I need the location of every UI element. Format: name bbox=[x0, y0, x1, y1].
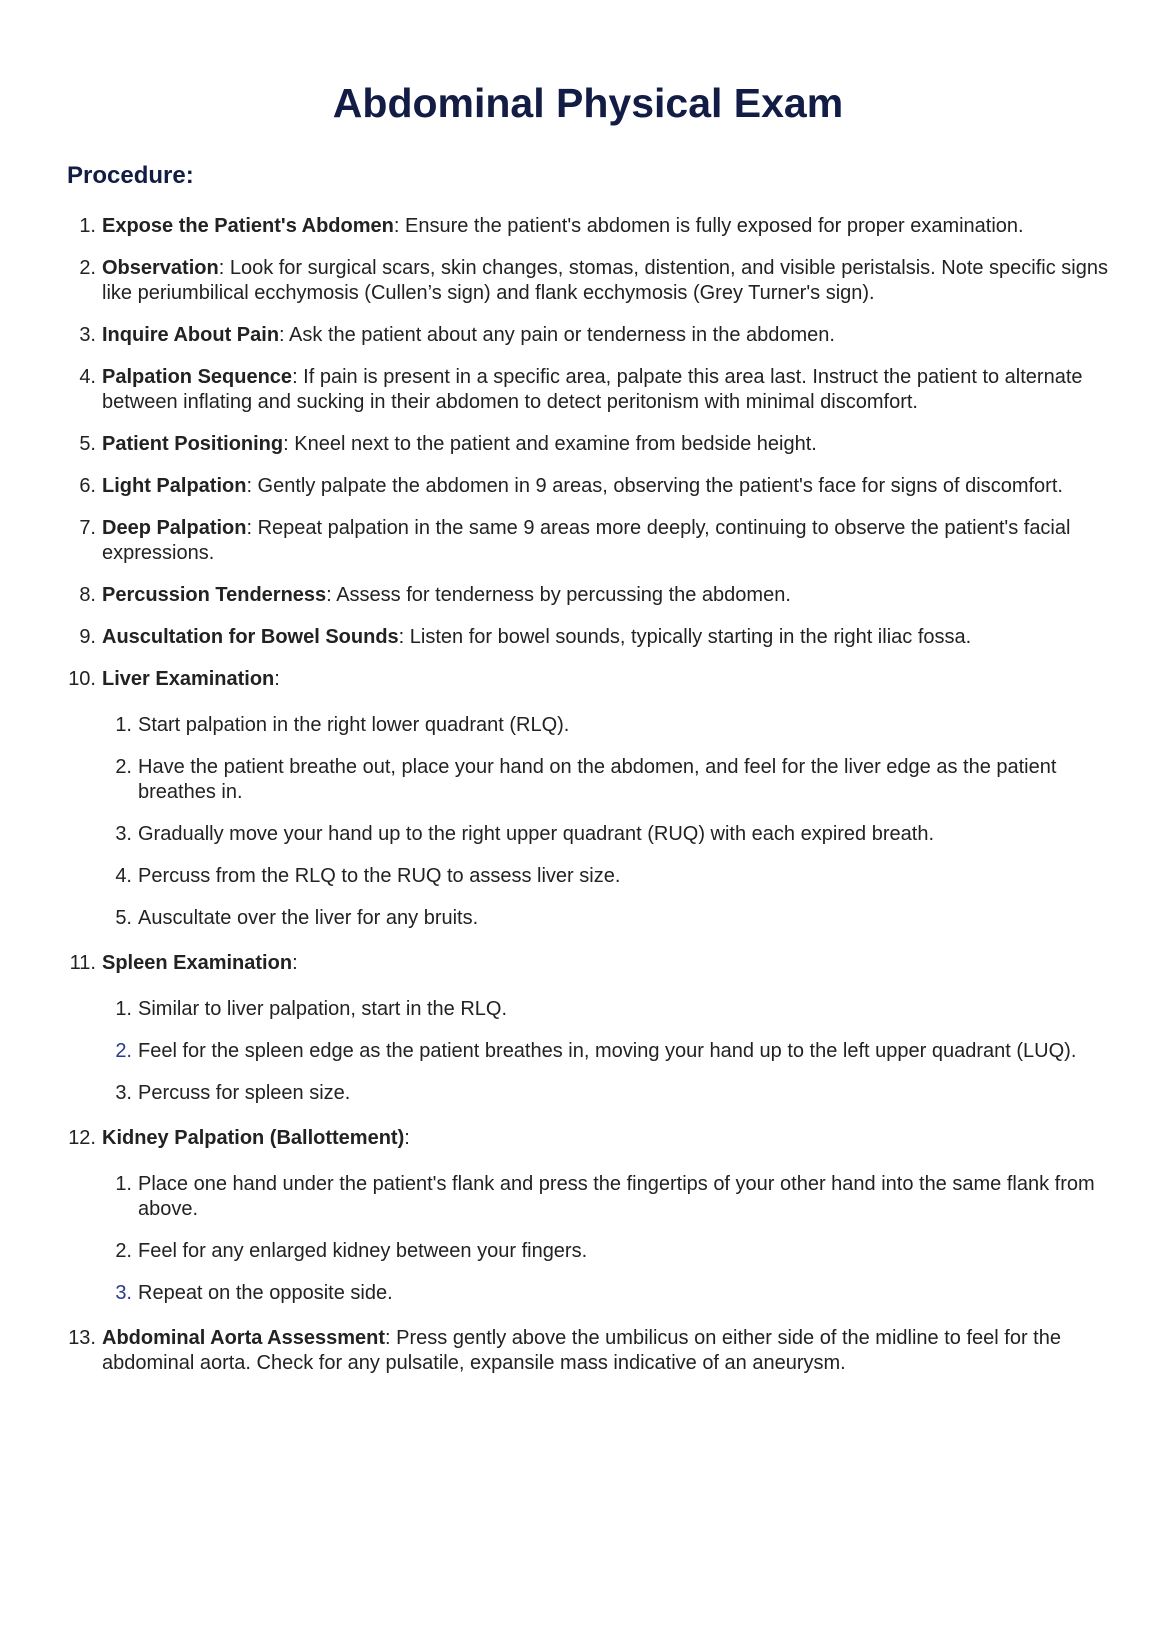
substep-number: 1. bbox=[115, 1173, 132, 1195]
procedure-step bbox=[68, 1326, 1112, 1376]
step-number: 11. bbox=[69, 952, 96, 974]
step-text: Gently palpate the abdomen in 9 areas, observing the patient's face for signs of discomfort. bbox=[252, 475, 1063, 497]
substep bbox=[115, 1081, 1112, 1106]
step-label: Expose the Patient's Abdomen bbox=[102, 215, 394, 237]
substep-number: 3. bbox=[115, 823, 132, 845]
step-label: Percussion Tenderness bbox=[102, 584, 327, 606]
step-number: 4. bbox=[79, 366, 96, 388]
step-text: Press gently above the umbilicus on either side of the midline to feel for the abdominal aorta. Check for any pulsatile, expansile mass indicative of an aneurysm. bbox=[102, 1327, 1061, 1374]
procedure-step-spleen bbox=[69, 951, 1112, 1106]
substep bbox=[115, 755, 1112, 805]
substep-text: Have the patient breathe out, place your hand on the abdomen, and feel for the liver edge as the patient breathes in. bbox=[138, 756, 1057, 803]
step-label: Kidney Palpation (Ballottement) bbox=[102, 1127, 405, 1149]
substep-number: 5. bbox=[115, 907, 132, 929]
substep bbox=[115, 1281, 1112, 1306]
substep-number: 4. bbox=[115, 865, 132, 887]
step-number: 6. bbox=[79, 475, 96, 497]
substep-number: 3. bbox=[115, 1282, 132, 1304]
step-number: 7. bbox=[79, 517, 96, 539]
step-separator: : bbox=[283, 433, 289, 455]
step-text: Assess for tenderness by percussing the abdomen. bbox=[331, 584, 791, 606]
substep-number: 1. bbox=[115, 714, 132, 736]
spleen-substeps-list bbox=[102, 997, 1112, 1106]
substep-number: 3. bbox=[115, 1082, 132, 1104]
step-label: Patient Positioning bbox=[102, 433, 284, 455]
step-separator: : bbox=[246, 475, 252, 497]
step-label: Liver Examination bbox=[102, 668, 275, 690]
step-text: Ask the patient about any pain or tenderness in the abdomen. bbox=[284, 324, 835, 346]
substep-text: Auscultate over the liver for any bruits. bbox=[138, 907, 479, 929]
step-number: 3. bbox=[79, 324, 96, 346]
step-separator: : bbox=[292, 952, 298, 974]
substep bbox=[115, 822, 1112, 847]
procedure-step-kidney bbox=[68, 1126, 1112, 1306]
step-number: 12. bbox=[68, 1127, 96, 1149]
step-separator: : bbox=[218, 257, 225, 279]
substep-text: Feel for the spleen edge as the patient breathes in, moving your hand up to the left upper quadrant (LUQ). bbox=[138, 1040, 1077, 1062]
procedure-step-liver bbox=[68, 667, 1112, 931]
step-text: Listen for bowel sounds, typically starting in the right iliac fossa. bbox=[404, 626, 972, 648]
substep-text: Repeat on the opposite side. bbox=[138, 1282, 393, 1304]
step-separator: : bbox=[393, 215, 400, 237]
substep bbox=[115, 864, 1112, 889]
step-text: Look for surgical scars, skin changes, stomas, distention, and visible peristalsis. Note specific signs like periumbilical ecchymosis (Cullen’s sign) and flank ecchymosis (Grey Turner's sign). bbox=[102, 257, 1108, 304]
substep-text: Percuss for spleen size. bbox=[138, 1082, 351, 1104]
step-separator: : bbox=[246, 517, 253, 539]
step-number: 9. bbox=[79, 626, 96, 648]
kidney-substeps-list bbox=[102, 1172, 1112, 1306]
substep-text: Start palpation in the right lower quadrant (RLQ). bbox=[138, 714, 570, 736]
substep-text: Percuss from the RLQ to the RUQ to assess liver size. bbox=[138, 865, 621, 887]
procedure-step bbox=[79, 625, 1112, 650]
procedure-step bbox=[79, 323, 1112, 348]
substep-number: 1. bbox=[115, 998, 132, 1020]
step-separator: : bbox=[292, 366, 298, 388]
liver-substeps-list bbox=[102, 713, 1112, 931]
step-number: 10. bbox=[68, 668, 96, 690]
step-number: 13. bbox=[68, 1327, 96, 1349]
step-separator: : bbox=[385, 1327, 391, 1349]
step-separator: : bbox=[404, 1127, 410, 1149]
substep bbox=[115, 906, 1112, 931]
substep-number: 2. bbox=[115, 756, 132, 778]
substep-text: Similar to liver palpation, start in the RLQ. bbox=[138, 998, 508, 1020]
procedure-step bbox=[79, 432, 1112, 457]
step-separator: : bbox=[326, 584, 332, 606]
step-number: 5. bbox=[79, 433, 96, 455]
step-text: Kneel next to the patient and examine from bedside height. bbox=[288, 433, 817, 455]
substep bbox=[115, 713, 1112, 738]
step-label: Deep Palpation bbox=[102, 517, 247, 539]
step-label: Auscultation for Bowel Sounds bbox=[102, 626, 399, 648]
substep bbox=[115, 997, 1112, 1022]
step-separator: : bbox=[274, 668, 280, 690]
procedure-step bbox=[79, 256, 1112, 306]
step-label: Spleen Examination bbox=[102, 952, 293, 974]
procedure-step bbox=[79, 365, 1112, 415]
step-text: Repeat palpation in the same 9 areas more deeply, continuing to observe the patient's facial expressions. bbox=[102, 517, 1071, 564]
step-number: 8. bbox=[79, 584, 96, 606]
substep-text: Feel for any enlarged kidney between your fingers. bbox=[138, 1240, 588, 1262]
substep-text: Place one hand under the patient's flank and press the fingertips of your other hand into the same flank from above. bbox=[138, 1173, 1095, 1220]
procedure-step bbox=[79, 583, 1112, 608]
procedure-step bbox=[79, 474, 1112, 499]
substep bbox=[115, 1039, 1112, 1064]
page-title: Abdominal Physical Exam bbox=[332, 80, 844, 126]
procedure-step bbox=[79, 214, 1112, 239]
procedure-heading: Procedure: bbox=[67, 162, 194, 189]
substep bbox=[115, 1239, 1112, 1264]
step-label: Observation bbox=[102, 257, 219, 279]
procedure-step bbox=[79, 516, 1112, 566]
step-number: 1. bbox=[79, 215, 96, 237]
step-label: Palpation Sequence bbox=[102, 366, 293, 388]
step-text: Ensure the patient's abdomen is fully exposed for proper examination. bbox=[399, 215, 1024, 237]
step-number: 2. bbox=[79, 257, 96, 279]
substep-number: 2. bbox=[115, 1040, 132, 1062]
step-text: If pain is present in a specific area, palpate this area last. Instruct the patient to alternate between inflating and sucking in their abdomen to detect peritonism with minimal discomfort. bbox=[102, 366, 1083, 413]
step-label: Abdominal Aorta Assessment bbox=[102, 1327, 386, 1349]
substep-number: 2. bbox=[115, 1240, 132, 1262]
procedure-steps-list bbox=[68, 214, 1112, 1393]
step-label: Light Palpation bbox=[102, 475, 247, 497]
substep bbox=[115, 1172, 1112, 1222]
step-separator: : bbox=[398, 626, 405, 648]
step-label: Inquire About Pain bbox=[102, 324, 280, 346]
substep-text: Gradually move your hand up to the right upper quadrant (RUQ) with each expired breath. bbox=[138, 823, 934, 845]
step-separator: : bbox=[279, 324, 285, 346]
